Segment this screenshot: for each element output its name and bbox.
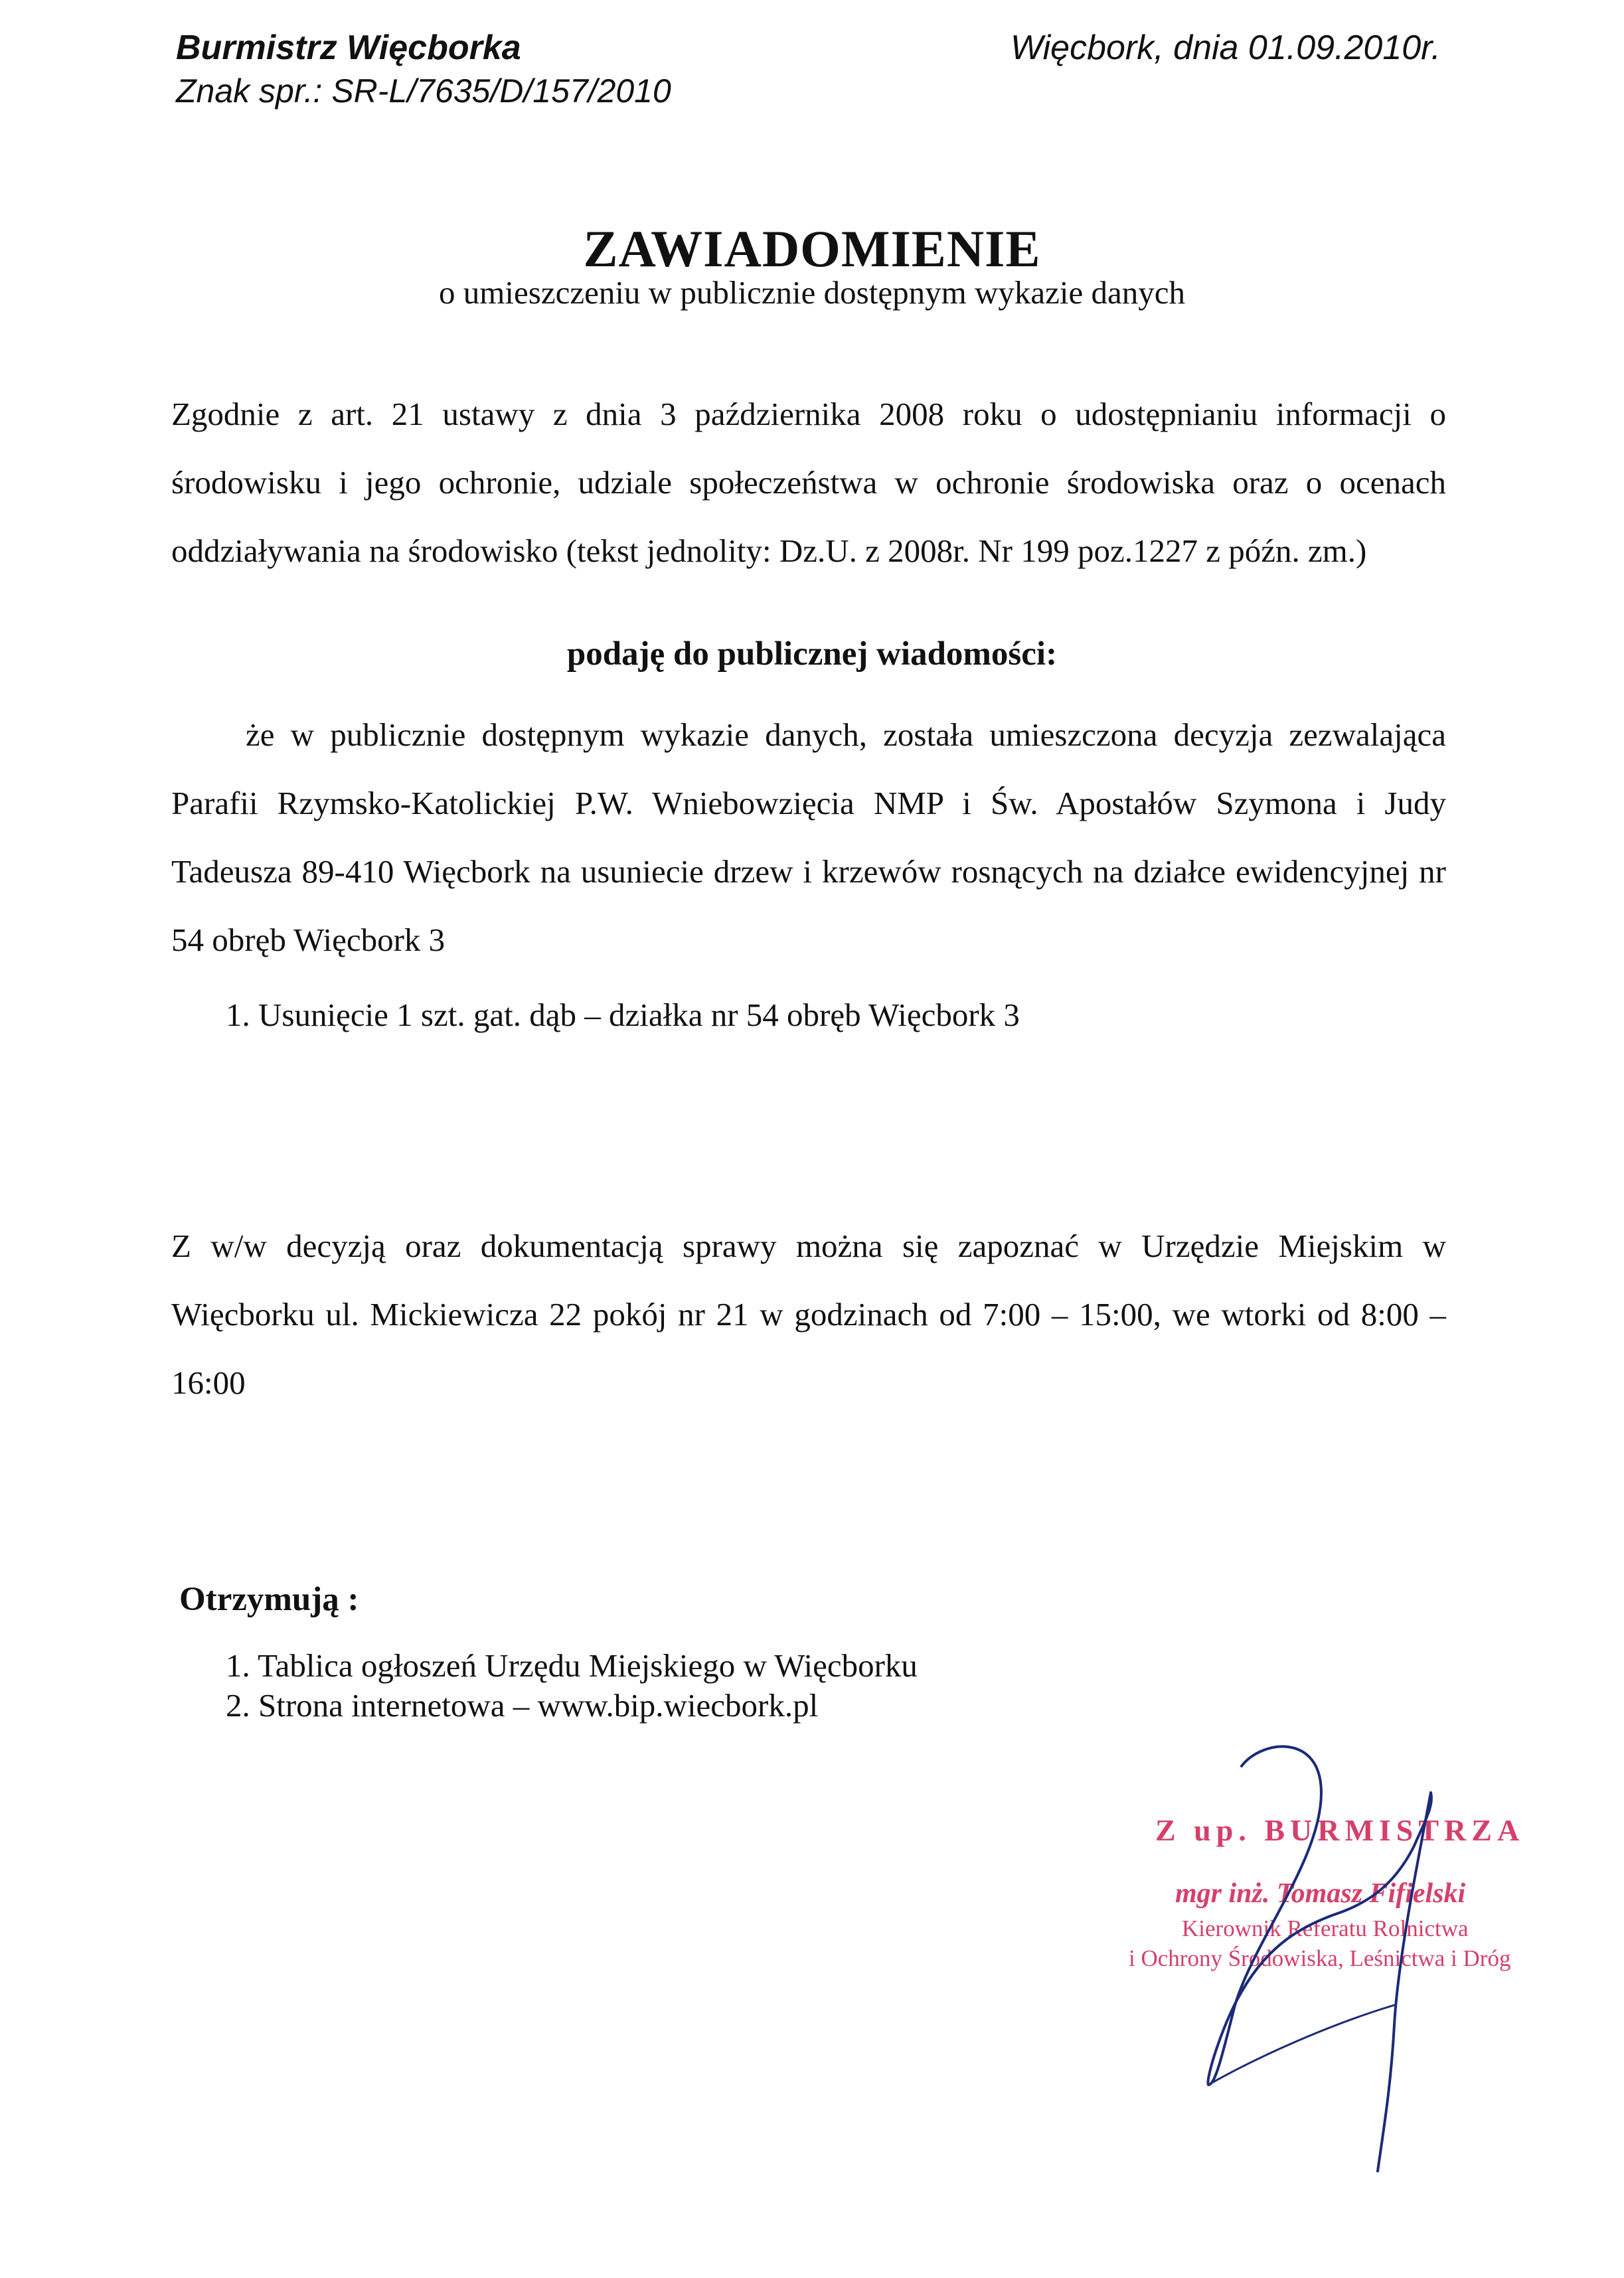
legal-basis-paragraph: Zgodnie z art. 21 ustawy z dnia 3 października 2008 roku o udostępnianiu informacji o środowisku i jego ochronie, udziale społeczeństwa w ochronie środowiska oraz o ocenach oddziaływania na środowisko (tekst jednolity: Dz.U. z 2008r. Nr 199 poz.1227 z późn. zm.) <box>171 396 1446 569</box>
announcement-heading: podaję do publicznej wiadomości: <box>566 635 1058 673</box>
stamp-position-line: Kierownik Referatu Rolnictwa <box>1182 1915 1469 1941</box>
recipient-item: 2. Strona internetowa – www.bip.wiecbork.pl <box>226 1687 819 1724</box>
access-info-paragraph: Z w/w decyzją oraz dokumentacją sprawy można się zapoznać w Urzędzie Miejskim w Więcborku ul. Mickiewicza 22 pokój nr 21 w godzinach od 7:00 – 15:00, we wtorki od 8:00 – 16:00 <box>171 1228 1446 1401</box>
document-subtitle: o umieszczeniu w publicznie dostępnym wykazie danych <box>439 274 1185 311</box>
recipient-item: 1. Tablica ogłoszeń Urzędu Miejskiego w Więcborku <box>226 1647 918 1684</box>
stamp-signatory-name: mgr inż. Tomasz Fifielski <box>1175 1878 1466 1909</box>
place-and-date: Więcbork, dnia 01.09.2010r. <box>1011 29 1441 67</box>
document-title: ZAWIADOMIENIE <box>583 220 1041 278</box>
recipients-heading: Otrzymują : <box>179 1581 359 1618</box>
handwritten-signature <box>1169 1713 1501 2178</box>
decision-paragraph: że w publicznie dostępnym wykazie danych, została umieszczona decyzja zezwalająca Parafii Rzymsko-Katolickiej P.W. Wniebowzięcia NMP i Św. Apostałów Szymona i Judy Tadeusza 89-410 Więcbork na usuniecie drzew i krzewów rosnących na działce ewidencyjnej nr 54 obręb Więcbork 3 <box>171 716 1446 958</box>
decision-item: 1. Usunięcie 1 szt. gat. dąb – działka nr 54 obręb Więcbork 3 <box>226 997 1020 1033</box>
reference-number: Znak spr.: SR-L/7635/D/157/2010 <box>176 72 671 110</box>
issuer-name: Burmistrz Więcborka <box>176 29 521 67</box>
stamp-department-line: i Ochrony Środowiska, Leśnictwa i Dróg <box>1129 1945 1511 1971</box>
stamp-authority-line: Z up. BURMISTRZA <box>1155 1813 1525 1847</box>
